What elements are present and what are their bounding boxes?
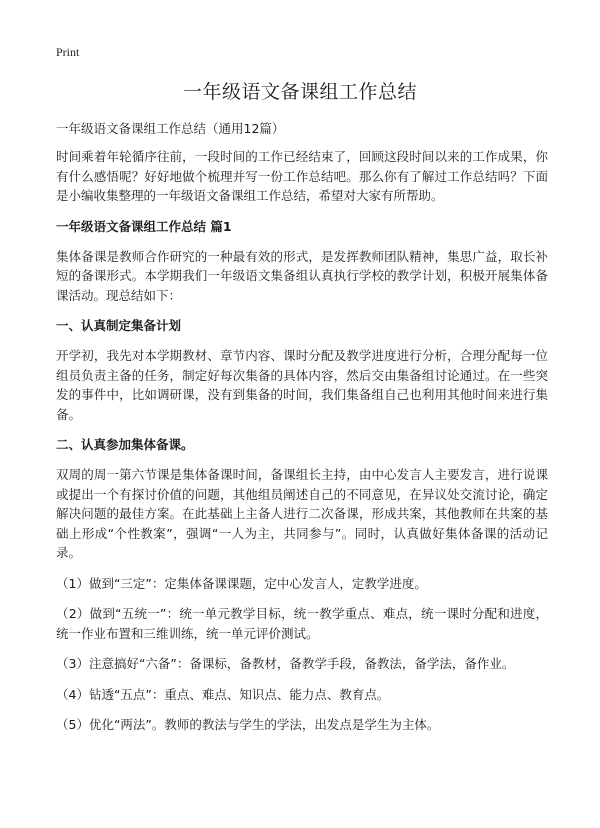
- section-heading: 一年级语文备课组工作总结 篇1: [56, 218, 232, 234]
- part1-heading: 一、认真制定集备计划: [56, 318, 182, 333]
- list-item: （3）注意搞好“六备”：备课标，备教材，备教学手段，备教法，备学法，备作业。: [56, 656, 515, 671]
- list-item: （4）钻透“五点”：重点、难点、知识点、能力点、教育点。: [56, 686, 390, 702]
- section-intro-paragraph: 集体备课是教师合作研究的一种最有效的形式，是发挥教师团队精神，集思广益，取长补短的备课形式。本学期我们一年级语文集备组认真执行学校的教学计划，积极开展集体备课活动。现总结如下：: [56, 248, 548, 303]
- print-link[interactable]: Print: [56, 45, 80, 59]
- intro-paragraph: 时间乘着年轮循序往前，一段时间的工作已经结束了，回顾这段时间以来的工作成果，你有什么感悟呢？好好地做个梳理并写一份工作总结吧。那么你有了解过工作总结吗？下面是小编收集整理的一年级语文备课组工作总结，希望对大家有所帮助。: [56, 149, 548, 203]
- part2-heading: 二、认真参加集体备课。: [56, 437, 194, 452]
- part2-paragraph: 双周的周一第六节课是集体备课时间，备课组长主持，由中心发言人主要发言，进行说课或提出一个有探讨价值的问题，其他组员阐述自己的不同意见，在异议处交流讨论，确定解决问题的最佳方案。在此基础上主备人进行二次备课，形成共案，其他教师在共案的基础上形成“个性教案”，强调“一人为主，共同参与”。同时，认真做好集体备课的活动记录。: [56, 467, 548, 560]
- page-title: 一年级语文备课组工作总结: [182, 81, 417, 103]
- part1-paragraph: 开学初，我先对本学期教材、章节内容、课时分配及教学进度进行分析，合理分配每一位组员负责主备的任务，制定好每次集备的具体内容，然后交由集备组讨论通过。在一些突发的事件中，比如调研课，没有到集备的时间，我们集备组自己也利用其他时间来进行集备。: [56, 348, 548, 422]
- list-item: （5）优化“两法”。教师的教法与学生的学法，出发点是学生为主体。: [56, 717, 440, 732]
- list-item: （1）做到“三定”：定集体备课课题，定中心发言人，定教学进度。: [56, 575, 427, 591]
- document-subtitle: 一年级语文备课组工作总结（通用12篇）: [56, 121, 285, 136]
- list-item: （2）做到“五统一”：统一单元教学目标，统一教学重点、难点，统一课时分配和进度，统一作业布置和三维训练，统一单元评价测试。: [56, 606, 548, 641]
